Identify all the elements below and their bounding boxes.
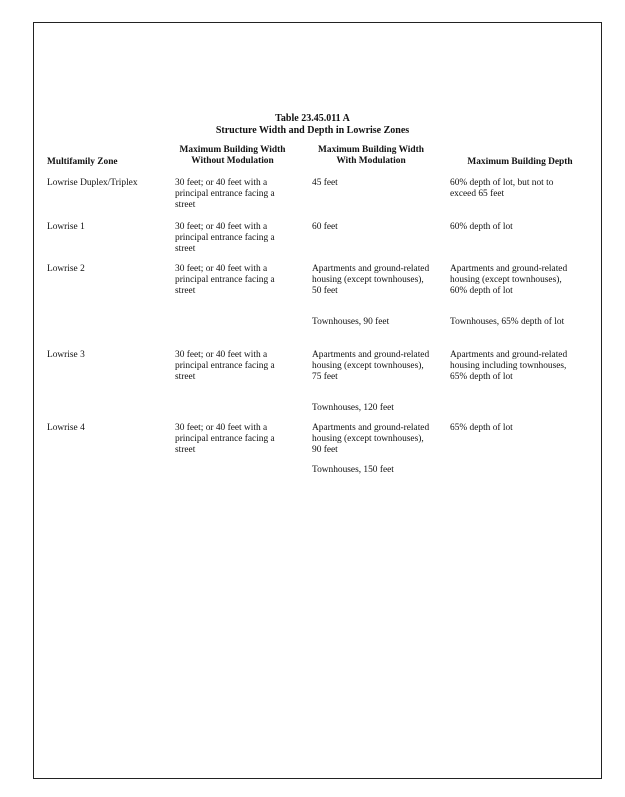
row-width-without-modulation: 30 feet; or 40 feet with a principal entrance facing a street xyxy=(175,350,275,383)
header-width-with-modulation: Maximum Building Width With Modulation xyxy=(318,145,424,167)
row-zone-lowrise-1: Lowrise 1 xyxy=(47,222,85,232)
row-building-depth-townhouses: Townhouses, 65% depth of lot xyxy=(450,317,565,327)
row-width-without-modulation: 30 feet; or 40 feet with a principal entrance facing a street xyxy=(175,264,275,297)
header-width-without-modulation: Maximum Building Width Without Modulation xyxy=(179,145,286,167)
row-width-without-modulation: 30 feet; or 40 feet with a principal entrance facing a street xyxy=(175,178,275,211)
row-width-with-modulation: Apartments and ground-related housing (except townhouses), 75 feet xyxy=(312,350,430,383)
row-building-depth: 60% depth of lot, but not to exceed 65 feet xyxy=(450,178,554,200)
row-width-with-modulation: 60 feet xyxy=(312,222,338,232)
table-subtitle: Structure Width and Depth in Lowrise Zones xyxy=(215,125,410,136)
row-width-with-modulation-townhouses: Townhouses, 90 feet xyxy=(312,317,390,327)
row-width-with-modulation: Apartments and ground-related housing (except townhouses), 50 feet xyxy=(312,264,430,297)
row-width-without-modulation: 30 feet; or 40 feet with a principal entrance facing a street xyxy=(175,222,275,255)
table-title: Table 23.45.011 A xyxy=(275,113,350,124)
row-width-with-modulation: Apartments and ground-related housing (except townhouses), 90 feet xyxy=(312,423,430,456)
row-building-depth: Apartments and ground-related housing including townhouses, 65% depth of lot xyxy=(450,350,568,383)
header-building-depth: Maximum Building Depth xyxy=(467,157,573,167)
row-width-with-modulation: 45 feet xyxy=(312,178,338,188)
row-width-with-modulation-townhouses: Townhouses, 150 feet xyxy=(312,465,394,475)
row-width-with-modulation-townhouses: Townhouses, 120 feet xyxy=(312,403,394,413)
row-building-depth: 65% depth of lot xyxy=(450,423,513,433)
row-building-depth: 60% depth of lot xyxy=(450,222,513,232)
row-zone-lowrise-duplex-triplex: Lowrise Duplex/Triplex xyxy=(47,178,138,188)
row-zone-lowrise-3: Lowrise 3 xyxy=(47,350,85,360)
row-width-without-modulation: 30 feet; or 40 feet with a principal entrance facing a street xyxy=(175,423,275,456)
row-zone-lowrise-2: Lowrise 2 xyxy=(47,264,85,274)
header-multifamily-zone: Multifamily Zone xyxy=(47,157,118,167)
table-title-block xyxy=(0,113,625,137)
row-zone-lowrise-4: Lowrise 4 xyxy=(47,423,85,433)
row-building-depth: Apartments and ground-related housing (except townhouses), 60% depth of lot xyxy=(450,264,568,297)
